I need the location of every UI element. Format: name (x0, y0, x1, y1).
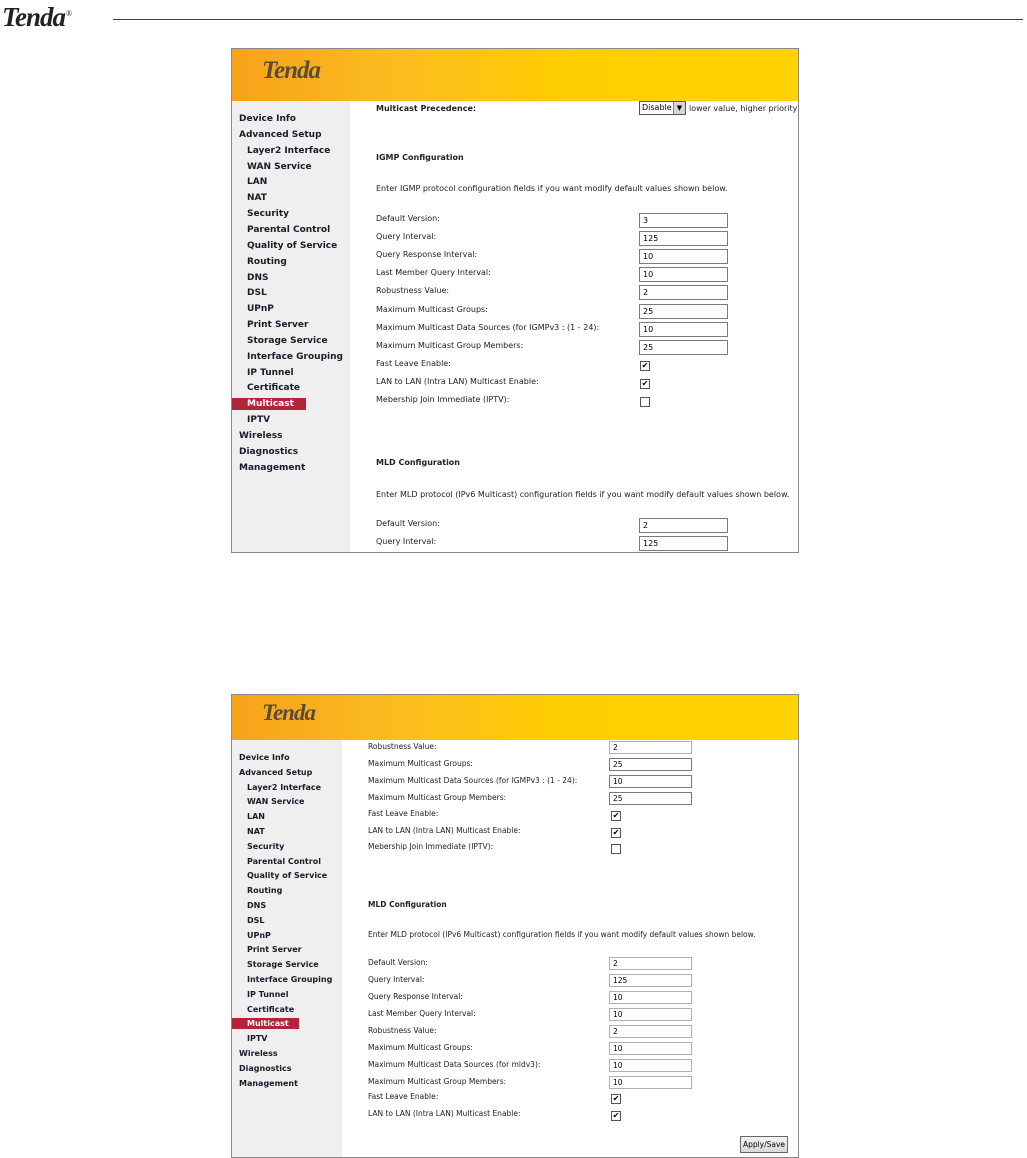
field-label: Query Response Interval: (368, 992, 463, 1001)
field-input-default-version[interactable] (639, 213, 728, 228)
field-label: Maximum Multicast Group Members: (368, 793, 507, 802)
sidebar-item-iptv[interactable]: IPTV (247, 415, 271, 426)
field-label: Query Interval: (368, 975, 425, 984)
sidebar-item-interface-grouping[interactable]: Interface Grouping (247, 975, 333, 984)
screenshot-igmp-settings (231, 48, 799, 553)
igmp-section-title: IGMP Configuration (376, 153, 464, 162)
field-input-query-interval[interactable] (639, 231, 728, 246)
field-input-default-version[interactable] (639, 518, 728, 533)
field-label: Last Member Query Interval: (368, 1009, 476, 1018)
chevron-down-icon: ▼ (673, 102, 685, 114)
brand-logo: Tenda (262, 57, 320, 84)
field-label: Last Member Query Interval: (376, 268, 491, 278)
sidebar-item-dsl[interactable]: DSL (247, 288, 267, 299)
sidebar-item-device-info[interactable]: Device Info (239, 114, 296, 124)
mld-section-title: MLD Configuration (368, 900, 447, 909)
sidebar-item-security[interactable]: Security (247, 209, 290, 220)
field-label: Maximum Multicast Group Members: (376, 340, 524, 350)
checkbox-label: Fast Leave Enable: (368, 809, 439, 818)
checkbox-mebership-join-immediate-iptv[interactable] (611, 844, 621, 854)
tenda-logo: Tenda® (2, 2, 72, 32)
sidebar-item-storage-service[interactable]: Storage Service (247, 335, 328, 346)
sidebar-item-layer2-interface[interactable]: Layer2 Interface (247, 145, 331, 156)
checkbox-fast-leave-enable[interactable]: ✔ (612, 1094, 620, 1103)
field-label: Robustness Value: (368, 1026, 437, 1035)
sidebar-item-ip-tunnel[interactable]: IP Tunnel (247, 367, 294, 378)
sidebar-item-certificate[interactable]: Certificate (247, 1004, 295, 1014)
document-header (0, 0, 1027, 30)
field-input-maximum-multicast-data-sources-for-mldv3[interactable] (609, 1059, 692, 1072)
precedence-note: lower value, higher priority (689, 104, 798, 113)
mld-section-description: Enter MLD protocol (IPv6 Multicast) configuration fields if you want modify default values shown below. (368, 930, 756, 939)
sidebar-item-print-server[interactable]: Print Server (247, 320, 309, 331)
field-label: Maximum Multicast Group Members: (368, 1077, 507, 1086)
sidebar-item-iptv[interactable]: IPTV (247, 1034, 268, 1044)
brand-logo: Tenda (262, 700, 315, 725)
checkbox-fast-leave-enable[interactable]: ✔ (612, 811, 620, 820)
field-input-last-member-query-interval[interactable] (609, 1008, 692, 1021)
mld-section-description: Enter MLD protocol (IPv6 Multicast) configuration fields if you want modify default values shown below. (376, 490, 790, 499)
field-label: Default Version: (376, 519, 440, 528)
field-label: Query Interval: (376, 537, 437, 546)
checkbox-label: Fast Leave Enable: (376, 359, 451, 368)
sidebar-item-routing[interactable]: Routing (247, 886, 283, 896)
field-label: Robustness Value: (376, 286, 450, 296)
sidebar-item-nat[interactable]: NAT (247, 827, 265, 836)
precedence-select[interactable] (639, 101, 686, 115)
sidebar-item-dns[interactable]: DNS (247, 901, 267, 910)
sidebar-item-advanced-setup[interactable]: Advanced Setup (239, 767, 313, 777)
checkbox-label: LAN to LAN (Intra LAN) Multicast Enable: (376, 377, 539, 386)
sidebar-item-upnp[interactable]: UPnP (247, 930, 271, 940)
sidebar-item-wireless[interactable]: Wireless (239, 1049, 278, 1058)
sidebar-item-upnp[interactable]: UPnP (247, 304, 274, 315)
field-input-maximum-multicast-data-sources-for-igmpv3-1-24[interactable] (639, 322, 728, 337)
banner (232, 695, 798, 740)
sidebar-item-management[interactable]: Management (239, 462, 306, 473)
sidebar-item-multicast[interactable]: Multicast (232, 398, 306, 410)
sidebar-item-multicast[interactable]: Multicast (232, 1018, 299, 1029)
sidebar-item-wan-service[interactable]: WAN Service (247, 161, 312, 172)
igmp-section-description: Enter IGMP protocol configuration fields if you want modify default values shown below. (376, 184, 728, 193)
field-label: Robustness Value: (368, 742, 437, 751)
field-label: Query Interval: (376, 232, 437, 242)
checkbox-lan-to-lan-intra-lan-multicast-enable[interactable]: ✔ (612, 827, 620, 837)
field-input-maximum-multicast-group-members[interactable] (639, 340, 728, 355)
sidebar-item-quality-of-service[interactable]: Quality of Service (247, 240, 338, 251)
field-input-robustness-value[interactable] (609, 741, 692, 754)
field-label: Query Response Interval: (376, 250, 478, 260)
sidebar-item-layer2-interface[interactable]: Layer2 Interface (247, 782, 322, 792)
sidebar-item-lan[interactable]: LAN (247, 812, 265, 822)
field-input-maximum-multicast-data-sources-for-igmpv3-1-24[interactable] (609, 775, 692, 788)
sidebar-item-management[interactable]: Management (239, 1078, 298, 1088)
field-input-query-response-interval[interactable] (639, 249, 728, 264)
sidebar-item-parental-control[interactable]: Parental Control (247, 224, 331, 235)
sidebar-item-certificate[interactable]: Certificate (247, 383, 301, 394)
field-input-robustness-value[interactable] (639, 285, 728, 300)
checkbox-label: Fast Leave Enable: (368, 1092, 439, 1101)
sidebar-item-security[interactable]: Security (247, 841, 285, 851)
sidebar-item-routing[interactable]: Routing (247, 256, 287, 267)
sidebar-item-nat[interactable]: NAT (247, 193, 267, 204)
field-label: Maximum Multicast Data Sources (for IGMPv3 : (1 - 24): (368, 776, 578, 785)
mld-section-title: MLD Configuration (376, 458, 460, 467)
field-input-default-version[interactable] (609, 957, 692, 970)
sidebar-item-interface-grouping[interactable]: Interface Grouping (247, 351, 343, 362)
checkbox-lan-to-lan-intra-lan-multicast-enable[interactable]: ✔ (612, 1110, 620, 1120)
checkbox-label: Mebership Join Immediate (IPTV): (376, 395, 510, 404)
checkbox-fast-leave-enable[interactable]: ✔ (641, 361, 649, 370)
field-input-last-member-query-interval[interactable] (639, 267, 728, 282)
field-input-query-response-interval[interactable] (609, 991, 692, 1004)
sidebar-item-quality-of-service[interactable]: Quality of Service (247, 871, 328, 881)
sidebar-item-wan-service[interactable]: WAN Service (247, 797, 305, 807)
field-label: Default Version: (376, 214, 440, 223)
sidebar-item-print-server[interactable]: Print Server (247, 945, 302, 955)
sidebar-item-wireless[interactable]: Wireless (239, 431, 283, 441)
field-label: Maximum Multicast Groups: (368, 1043, 473, 1052)
field-input-query-interval[interactable] (639, 536, 728, 551)
sidebar-item-diagnostics[interactable]: Diagnostics (239, 1063, 292, 1073)
field-input-maximum-multicast-groups[interactable] (609, 758, 692, 771)
screenshot-mld-settings (231, 694, 799, 1158)
checkbox-mebership-join-immediate-iptv[interactable] (640, 397, 650, 407)
field-label: Maximum Multicast Data Sources (for IGMPv3 : (1 - 24): (376, 322, 600, 332)
field-input-maximum-multicast-group-members[interactable] (609, 792, 692, 805)
sidebar-item-advanced-setup[interactable]: Advanced Setup (239, 129, 322, 140)
banner (232, 49, 798, 101)
sidebar-item-storage-service[interactable]: Storage Service (247, 960, 319, 970)
sidebar-item-diagnostics[interactable]: Diagnostics (239, 446, 299, 457)
field-label: Default Version: (368, 958, 428, 967)
sidebar-item-lan[interactable]: LAN (247, 177, 268, 188)
checkbox-label: LAN to LAN (Intra LAN) Multicast Enable: (368, 1108, 521, 1118)
field-input-maximum-multicast-groups[interactable] (639, 304, 728, 319)
field-label: Maximum Multicast Groups: (368, 759, 473, 768)
field-label: Maximum Multicast Data Sources (for mldv3): (368, 1060, 541, 1069)
sidebar-item-device-info[interactable]: Device Info (239, 753, 290, 762)
precedence-value: Disable (642, 103, 672, 112)
field-input-maximum-multicast-groups[interactable] (609, 1042, 692, 1055)
field-input-query-interval[interactable] (609, 974, 692, 987)
checkbox-lan-to-lan-intra-lan-multicast-enable[interactable]: ✔ (641, 379, 649, 388)
field-label: Maximum Multicast Groups: (376, 304, 488, 314)
field-input-maximum-multicast-group-members[interactable] (609, 1076, 692, 1089)
precedence-label: Multicast Precedence: (376, 104, 477, 113)
field-input-robustness-value[interactable] (609, 1025, 692, 1038)
checkbox-label: LAN to LAN (Intra LAN) Multicast Enable: (368, 825, 521, 835)
apply-save-button[interactable]: Apply/Save (740, 1136, 788, 1153)
header-rule (113, 19, 1023, 20)
sidebar-item-parental-control[interactable]: Parental Control (247, 856, 321, 866)
checkbox-label: Mebership Join Immediate (IPTV): (368, 842, 494, 851)
sidebar-item-ip-tunnel[interactable]: IP Tunnel (247, 989, 289, 999)
sidebar-item-dns[interactable]: DNS (247, 272, 269, 283)
sidebar-item-dsl[interactable]: DSL (247, 915, 265, 925)
